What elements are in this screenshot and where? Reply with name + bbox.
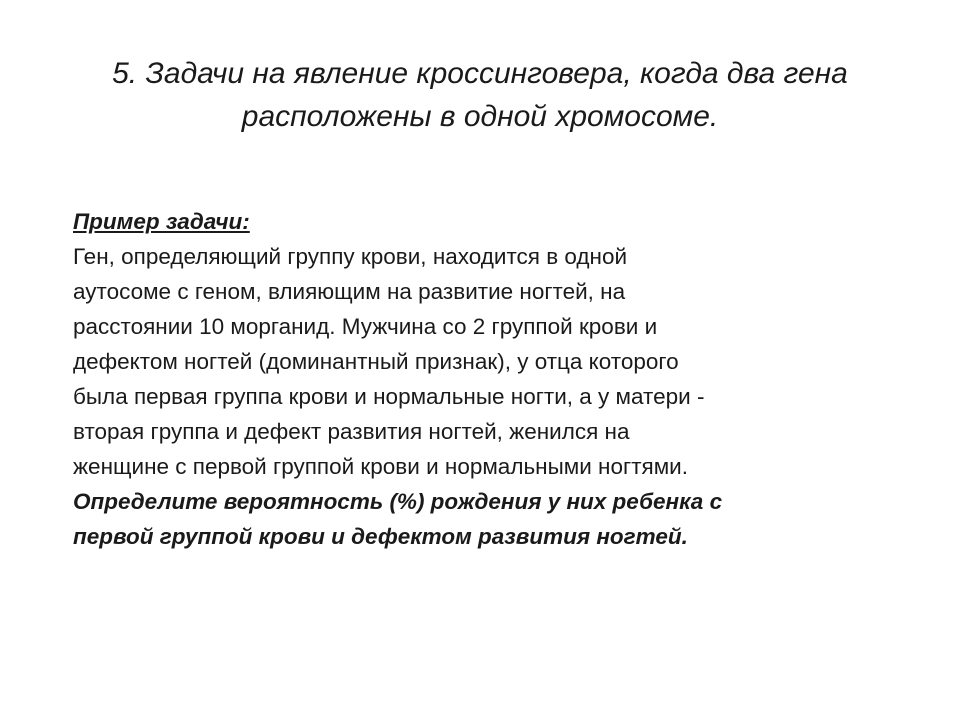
task-description [73, 239, 913, 484]
task-line-2: аутосоме с геном, влияющим на развитие ногтей, на [73, 279, 626, 304]
example-heading: Пример задачи: [73, 209, 250, 234]
question-line-2: первой группой крови и дефектом развития ногтей. [73, 524, 688, 549]
task-line-5: была первая группа крови и нормальные ногти, а у матери - [73, 384, 705, 409]
task-line-4: дефектом ногтей (доминантный признак), у отца которого [73, 349, 679, 374]
slide-title [40, 52, 920, 138]
task-question [73, 484, 913, 554]
task-line-1: Ген, определяющий группу крови, находится в одной [73, 244, 628, 269]
title-line-1: 5. Задачи на явление кроссинговера, когда два гена [112, 57, 848, 90]
task-line-3: расстоянии 10 морганид. Мужчина со 2 группой крови и [73, 314, 658, 339]
task-line-6: вторая группа и дефект развития ногтей, женился на [73, 419, 630, 444]
task-content [73, 204, 913, 554]
question-line-1: Определите вероятность (%) рождения у них ребенка с [73, 489, 723, 514]
title-line-2: расположены в одной хромосоме. [241, 100, 719, 133]
task-line-7: женщине с первой группой крови и нормальными ногтями. [73, 454, 688, 479]
